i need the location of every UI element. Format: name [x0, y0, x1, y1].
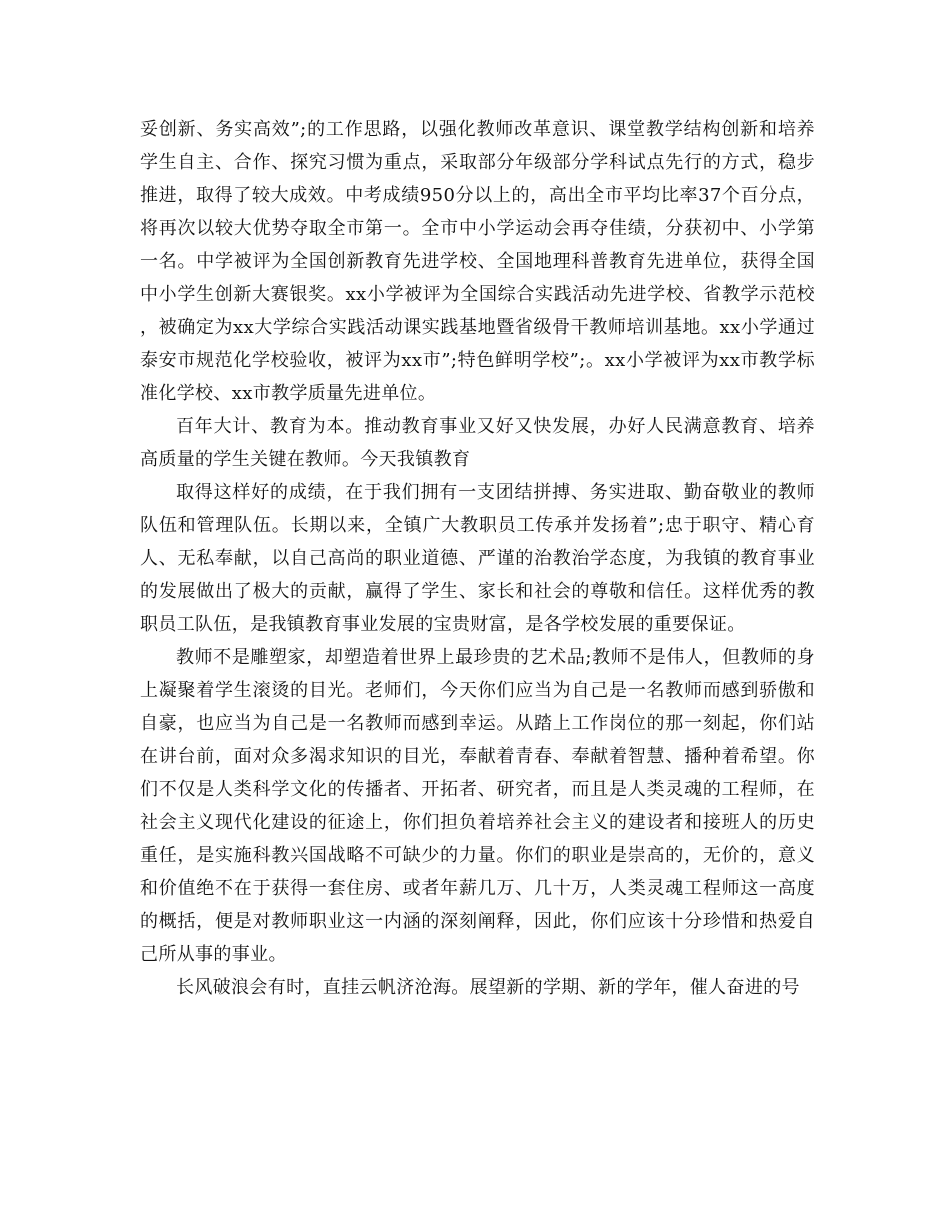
document-body [140, 113, 815, 1004]
paragraph-outlook: 长风破浪会有时，直挂云帆济沧海。展望新的学期、新的学年，催人奋进的号 [176, 977, 800, 998]
paragraph-education-foundation: 百年大计、教育为本。推动教育事业又好又快发展，办好人民满意教育、培养高质量的学生关键在教师。今天我镇教育 [140, 416, 815, 470]
paragraph-achievements: 妥创新、务实高效”;的工作思路，以强化教师改革意识、课堂教学结构创新和培养学生自主、合作、探究习惯为重点，采取部分年级部分学科试点先行的方式，稳步推进，取得了较大成效。中考成绩950分以上的，高出全市平均比率37个百分点，将再次以较大优势夺取全市第一。全市中小学运动会再夺佳绩，分获初中、小学第一名。中学被评为全国创新教育先进学校、全国地理科普教育先进单位，获得全国中小学生创新大赛银奖。xx小学被评为全国综合实践活动先进学校、省教学示范校，被确定为xx大学综合实践活动课实践基地暨省级骨干教师培训基地。xx小学通过泰安市规范化学校验收，被评为xx市”;特色鲜明学校”;。xx小学被评为xx市教学标准化学校、xx市教学质量先进单位。 [140, 119, 815, 404]
paragraph-teacher-team: 取得这样好的成绩，在于我们拥有一支团结拼搏、务实进取、勤奋敬业的教师队伍和管理队伍。长期以来，全镇广大教职员工传承并发扬着”;忠于职守、精心育人、无私奉献，以自己高尚的职业道德、严谨的治教治学态度，为我镇的教育事业的发展做出了极大的贡献，赢得了学生、家长和社会的尊敬和信任。这样优秀的教职员工队伍，是我镇教育事业发展的宝贵财富，是各学校发展的重要保证。 [140, 482, 815, 635]
paragraph-teacher-role: 教师不是雕塑家，却塑造着世界上最珍贵的艺术品;教师不是伟人，但教师的身上凝聚着学生滚烫的目光。老师们，今天你们应当为自己是一名教师而感到骄傲和自豪，也应当为自己是一名教师而感到幸运。从踏上工作岗位的那一刻起，你们站在讲台前，面对众多渴求知识的目光，奉献着青春、奉献着智慧、播种着希望。你们不仅是人类科学文化的传播者、开拓者、研究者，而且是人类灵魂的工程师，在社会主义现代化建设的征途上，你们担负着培养社会主义的建设者和接班人的历史重任，是实施科教兴国战略不可缺少的力量。你们的职业是崇高的，无价的，意义和价值绝不在于获得一套住房、或者年薪几万、几十万，人类灵魂工程师这一高度的概括，便是对教师职业这一内涵的深刻阐释，因此，你们应该十分珍惜和热爱自己所从事的事业。 [140, 647, 815, 965]
